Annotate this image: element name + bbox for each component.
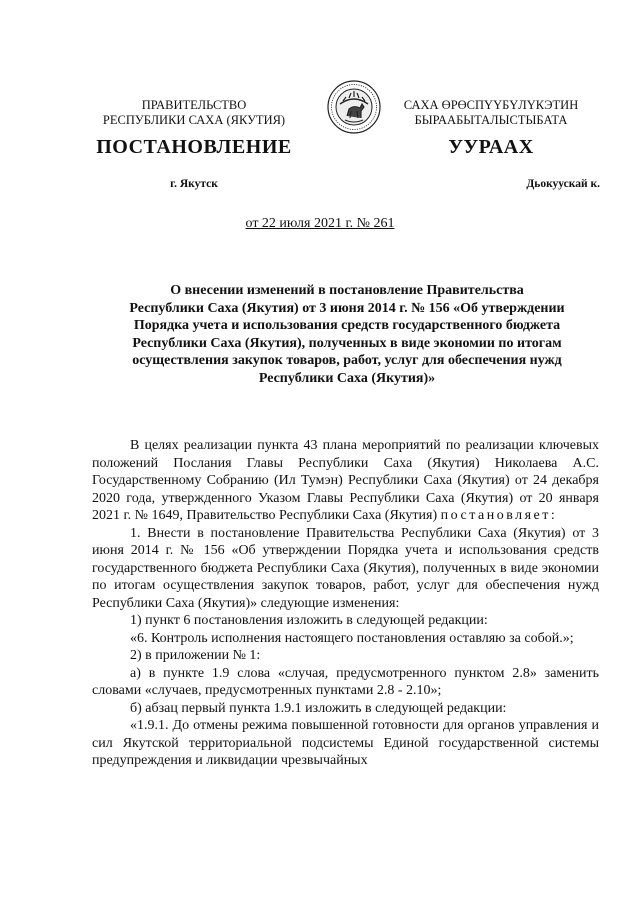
title-russian: ПОСТАНОВЛЕНИЕ (96, 136, 292, 158)
paragraph-subitem-a: а) в пункте 1.9 слова «случая, предусмотренного пунктом 2.8» заменить словами «случаев, предусмотренных пунктами 2.8 - 2.10»; (92, 665, 599, 698)
subject-line: осуществления закупок товаров, работ, услуг для обеспечения нужд (132, 353, 562, 368)
paragraph-subitem-1: 1) пункт 6 постановления изложить в следующей редакции: (130, 613, 488, 628)
document-date-number (0, 216, 640, 232)
header-right-line2: БЫРААБЫТАЛЫСТЫБАТА (414, 113, 568, 127)
coat-of-arms-icon (327, 80, 381, 134)
government-header-yakut (383, 98, 599, 128)
paragraph-item-1: 1. Внести в постановление Правительства Республики Саха (Якутия) от 3 июня 2014 г. № 156 «Об утверждении Порядка учета и использования средств государственного бюджета Республики Саха (Якутия), полученных в виде экономии по итогам осуществления закупок товаров, работ, услуг для обеспечения нужд Республики Саха (Якутия)» следующие изменения: (92, 525, 599, 611)
subject-line: Республики Саха (Якутия)» (258, 370, 436, 386)
city-yakut: Дьокуускай к. (526, 178, 600, 190)
header-right-line1: САХА ӨРӨСПҮҮБҮЛҮКЭТИН (403, 98, 579, 112)
resolution-body (92, 437, 599, 770)
resolution-subject (92, 282, 602, 387)
header-left-line1: ПРАВИТЕЛЬСТВО (141, 98, 247, 112)
title-yakut: УУРААХ (448, 136, 534, 158)
decree-word: постановляет: (440, 508, 558, 523)
paragraph-subitem-2: 2) в приложении № 1: (130, 648, 261, 663)
paragraph-preamble (92, 437, 599, 525)
city-russian: г. Якутск (170, 178, 218, 190)
subject-line: О внесении изменений в постановление Правительства (170, 283, 524, 298)
subject-line: Республики Саха (Якутия) от 3 июня 2014 г. № 156 «Об утверждении (129, 300, 565, 316)
paragraph-quote-191: «1.9.1. До отмены режима повышенной готовности для органов управления и сил Якутской территориальной подсистемы Единой государственной системы предупреждения и ликвидации чрезвычайных (92, 718, 599, 768)
date-number-text: от 22 июля 2021 г. № 261 (245, 216, 395, 231)
paragraph-quote-6: «6. Контроль исполнения настоящего постановления оставляю за собой.»; (130, 630, 574, 646)
header-left-line2: РЕСПУБЛИКИ САХА (ЯКУТИЯ) (102, 113, 286, 127)
subject-line: Порядка учета и использования средств государственного бюджета (133, 318, 561, 333)
government-header-russian (92, 98, 296, 128)
preamble-text: В целях реализации пункта 43 плана мероприятий по реализации ключевых положений Послания Главы Республики Саха (Якутия) Николаева А.С. Государственному Собранию (Ил Тумэн) Республики Саха (Якутия) от 24 декабря 2020 года, утвержденного Указом Главы Республики Саха (Якутия) от 20 января 2021 г. № 1649, Правительство Республики Саха (Якутия) (92, 438, 599, 523)
paragraph-subitem-b: б) абзац первый пункта 1.9.1 изложить в следующей редакции: (130, 700, 507, 716)
subject-line: Республики Саха (Якутия), полученных в виде экономии по итогам (132, 335, 562, 351)
